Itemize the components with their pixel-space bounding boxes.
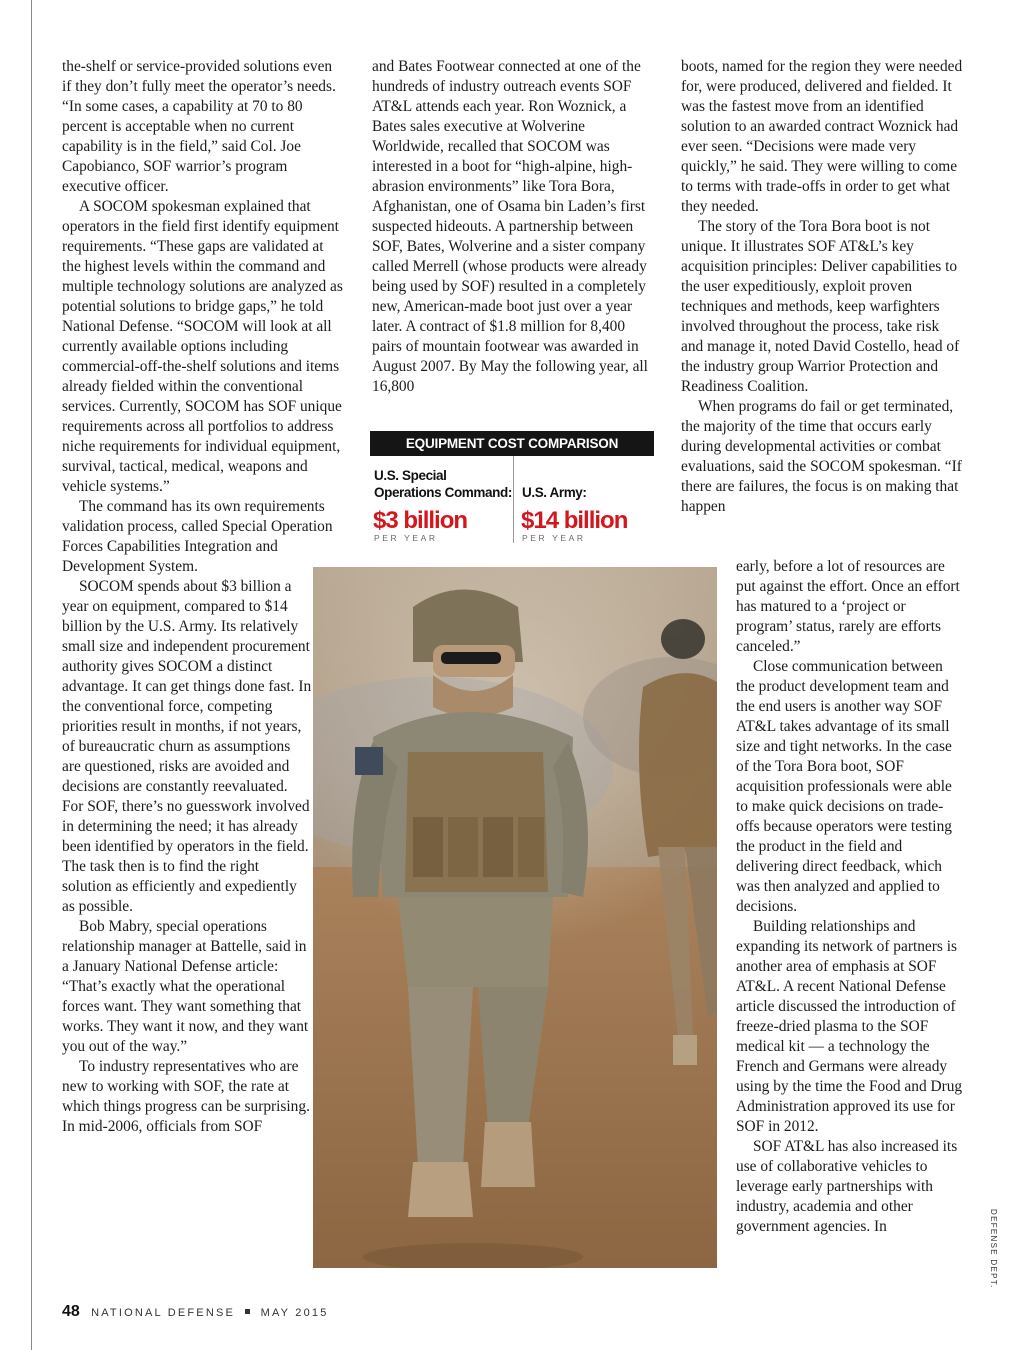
army-unit: PER YEAR — [522, 533, 586, 543]
cost-comparison-sidebar — [370, 431, 654, 543]
soldier-running-photo — [313, 567, 717, 1268]
socom-amount: $3 billion — [373, 507, 468, 534]
sidebar-heading: EQUIPMENT COST COMPARISON — [370, 431, 654, 456]
socom-cost-cell — [370, 456, 512, 543]
publication-name: NATIONAL DEFENSE — [91, 1307, 236, 1319]
column-1 — [62, 57, 344, 1137]
army-label: U.S. Army: — [522, 485, 587, 500]
army-amount: $14 billion — [521, 507, 628, 534]
page-footer — [62, 1303, 329, 1321]
separator-dot — [245, 1309, 250, 1314]
paragraph: A SOCOM spokesman explained that operators in the field first identify equipment requirements. “These gaps are validated at the highest levels within the command and multiple technology solutions are analyzed as potential solutions to bridge gaps,” he told National Defense. “SOCOM will look at all currently available options including commercial-off-the-shelf solutions and items already fielded within the conventional services. Currently, SOCOM has SOF unique requirements across all portfolios to address niche requirements for individual equipment, survival, tactical, medical, weapons and vehicle systems.” — [62, 198, 343, 495]
paragraph: Bob Mabry, special operations relationship manager at Battelle, said in a January National Defense article: “That’s exactly what the operational forces want. They want something that works. They want it now, and they want you out of the way.” — [62, 918, 309, 1055]
paragraph: early, before a lot of resources are put against the effort. Once an effort has matured to a ‘project or program’ status, rarely are efforts canceled.” — [736, 558, 960, 655]
socom-label: U.S. Special Operations Command: — [374, 468, 512, 500]
paragraph: The story of the Tora Bora boot is not unique. It illustrates SOF AT&L’s key acquisition principles: Deliver capabilities to the user expeditiously, exploit proven techniques and methods, keep warfighters involved throughout the process, take risk and manage it, noted David Costello, head of the industry group Warrior Protection and Readiness Coalition. — [681, 218, 960, 395]
paragraph: SOF AT&L has also increased its use of collaborative vehicles to leverage early partnerships with industry, academia and other government agencies. In — [736, 1138, 958, 1235]
column-3-wrap — [736, 557, 964, 1237]
paragraph: and Bates Footwear connected at one of the hundreds of industry outreach events SOF AT&L attends each year. Ron Woznick, a Bates sales executive at Wolverine Worldwide, recalled that SOCOM was interested in a boot for “high-alpine, high-abrasion environments” like Tora Bora, Afghanistan, one of Osama bin Laden’s first suspected hideouts. A partnership between SOF, Bates, Wolverine and a sister company called Merrell (whose products were already being used by SOF) resulted in a completely new, American-made boot just over a year later. A contract of $1.8 million for 8,400 pairs of mountain footwear was awarded in August 2007. By May the following year, all 16,800 — [372, 58, 648, 395]
socom-unit: PER YEAR — [374, 533, 438, 543]
issue-date: MAY 2015 — [260, 1307, 329, 1319]
paragraph: Building relationships and expanding its network of partners is another area of emphasis at SOF AT&L. A recent National Defense article discussed the introduction of freeze-dried plasma to the SOF medical kit — a technology the French and Germans were already using by the time the Food and Drug Administration approved its use for SOF in 2012. — [736, 918, 963, 1135]
paragraph: SOCOM spends about $3 billion a year on equipment, compared to $14 billion by the U.S. Army. Its relatively small size and independent procurement authority gives SOCOM a distinct advantage. It can get things done fast. In the conventional force, competing priorities result in months, if not years, of bureaucratic churn as assumptions are questioned, risks are avoided and decisions are constantly reevaluated. For SOF, there’s no guesswork involved in determining the need; it has already been identified by operators in the field. The task then is to find the right solution as efficiently and expediently as possible. — [62, 578, 312, 915]
paragraph: To industry representatives who are new to working with SOF, the rate at which things progress can be surprising. In mid-2006, officials from SOF — [62, 1058, 310, 1135]
paragraph: boots, named for the region they were needed for, were produced, delivered and fielded. It was the fastest move from an identified solution to an awarded contract Woznick had ever seen. “Decisions were made very quickly,” he said. They were willing to come to terms with trade-offs in order to get what they needed. — [681, 58, 963, 215]
paragraph: Close communication between the product development team and the end users is another way SOF AT&L takes advantage of its small size and tight networks. In the case of the Tora Bora boot, SOF acquisition professionals were able to make quick decisions on trade-offs because operators were testing the product in the field and delivering direct feedback, which was then analyzed and applied to decisions. — [736, 658, 952, 915]
army-cost-cell — [513, 456, 655, 543]
photo-illustration — [313, 567, 717, 1268]
page-number: 48 — [62, 1303, 80, 1320]
paragraph: When programs do fail or get terminated, the majority of the time that occurs early during developmental activities or combat evaluations, said the SOCOM spokesman. “If there are failures, the focus is on making that happen — [681, 398, 962, 515]
page-margin-rule — [31, 0, 32, 1350]
column-2 — [372, 57, 656, 397]
paragraph: The command has its own requirements validation process, called Special Operation Forces Capabilities Integration and Development System. — [62, 498, 333, 575]
paragraph: the-shelf or service-provided solutions even if they don’t fully meet the operator’s needs. “In some cases, a capability at 70 to 80 percent is acceptable when no current capability is in the field,” said Col. Joe Capobianco, SOF warrior’s program executive officer. — [62, 58, 336, 195]
column-3 — [681, 57, 963, 517]
photo-credit: DEFENSE DEPT. — [989, 1209, 998, 1289]
